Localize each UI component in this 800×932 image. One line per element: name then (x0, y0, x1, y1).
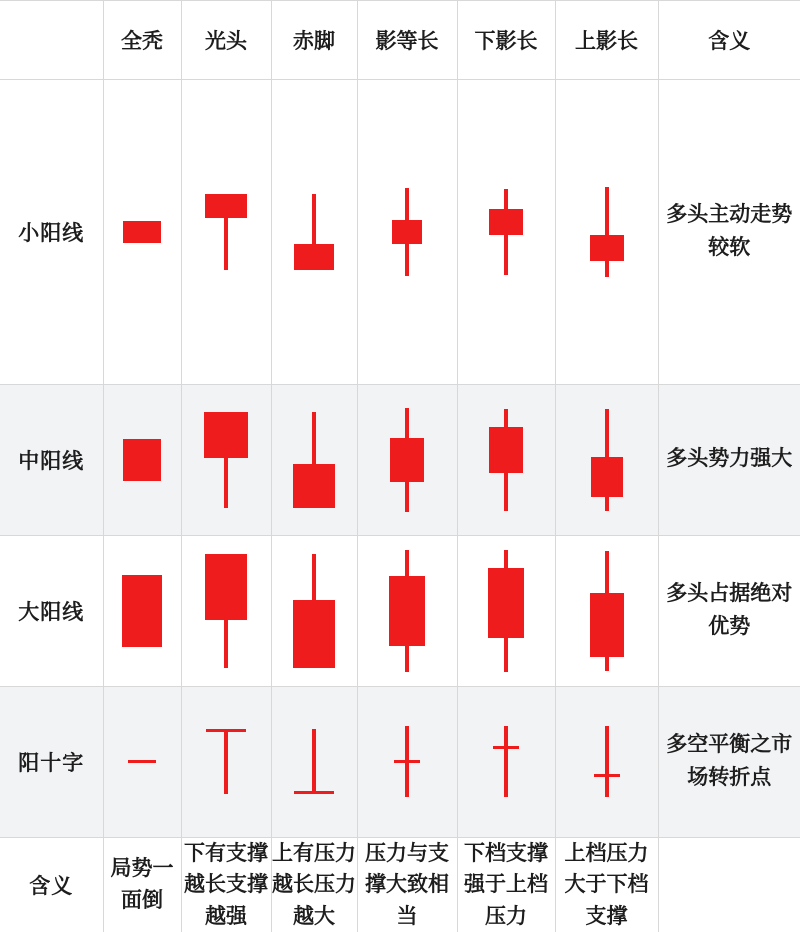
footnote-bald-all: 局势一面倒 (103, 837, 181, 932)
candlestick-glyph (196, 385, 256, 535)
candlestick-glyph (196, 536, 256, 686)
lower-shadow (504, 749, 508, 797)
candle-cell-big-yang-bald-all (103, 535, 181, 686)
column-header-bald-all: 全秃 (103, 1, 181, 80)
candle-body (204, 412, 248, 458)
candlestick-glyph (577, 687, 637, 837)
candlestick-glyph (284, 157, 344, 307)
column-header-meaning: 含义 (658, 1, 800, 80)
candle-body (205, 554, 247, 620)
table-header (0, 1, 800, 80)
lower-shadow (224, 458, 228, 508)
upper-shadow (504, 189, 508, 209)
meaning-big-yang: 多头占据绝对优势 (658, 535, 800, 686)
lower-shadow (504, 235, 508, 275)
candle-body (123, 439, 161, 481)
meaning-mid-yang: 多头势力强大 (658, 384, 800, 535)
meaning-yang-cross: 多空平衡之市场转折点 (658, 686, 800, 837)
table-body (0, 80, 800, 932)
candlestick-glyph (112, 157, 172, 307)
upper-shadow (312, 554, 316, 600)
candle-body (293, 464, 335, 508)
candlestick-glyph (196, 157, 256, 307)
lower-shadow (605, 657, 609, 671)
candlestick-glyph (377, 687, 437, 837)
upper-shadow (405, 726, 409, 760)
candle-cell-big-yang-equal-shadows (357, 535, 457, 686)
candle-cell-big-yang-bald-top (181, 535, 271, 686)
lower-shadow (405, 763, 409, 797)
candle-body (590, 593, 624, 657)
candle-cell-yang-cross-bald-top (181, 686, 271, 837)
candle-cell-mid-yang-bald-top (181, 384, 271, 535)
candlestick-glyph (377, 385, 437, 535)
upper-shadow (312, 412, 316, 464)
candle-body (122, 575, 162, 647)
candle-cell-mid-yang-long-lower (457, 384, 555, 535)
footer-row-header: 含义 (0, 837, 103, 932)
candle-body (590, 235, 624, 261)
candle-body (591, 457, 623, 497)
lower-shadow (605, 777, 609, 797)
candle-body (205, 194, 247, 218)
candle-cell-mid-yang-bald-all (103, 384, 181, 535)
candle-cell-yang-cross-equal-shadows (357, 686, 457, 837)
upper-shadow (504, 550, 508, 568)
upper-shadow (605, 551, 609, 593)
candlestick-glyph (112, 687, 172, 837)
lower-shadow (405, 482, 409, 512)
candle-cell-mid-yang-equal-shadows (357, 384, 457, 535)
column-header-long-upper: 上影长 (555, 1, 658, 80)
footnote-bare-foot: 上有压力越长压力越大 (271, 837, 357, 932)
meaning-small-yang: 多头主动走势较软 (658, 80, 800, 385)
table-row (0, 384, 800, 535)
candlestick-glyph (476, 385, 536, 535)
candle-cell-small-yang-bald-all (103, 80, 181, 385)
candlestick-glyph (476, 687, 536, 837)
upper-shadow (405, 408, 409, 438)
candle-body (392, 220, 422, 244)
header-corner (0, 1, 103, 80)
candle-cell-yang-cross-long-lower (457, 686, 555, 837)
candle-body (294, 244, 334, 270)
candle-cell-small-yang-bare-foot (271, 80, 357, 385)
candlestick-glyph (476, 157, 536, 307)
upper-shadow (405, 550, 409, 576)
upper-shadow (605, 409, 609, 457)
table-row (0, 686, 800, 837)
lower-shadow (224, 620, 228, 668)
table-row (0, 535, 800, 686)
lower-shadow (605, 497, 609, 511)
table-footer-row (0, 837, 800, 932)
column-header-long-lower: 下影长 (457, 1, 555, 80)
candle-body (128, 760, 156, 763)
candle-cell-mid-yang-long-upper (555, 384, 658, 535)
candle-cell-mid-yang-bare-foot (271, 384, 357, 535)
lower-shadow (504, 638, 508, 672)
row-header-small-yang: 小阳线 (0, 80, 103, 385)
lower-shadow (224, 732, 228, 794)
lower-shadow (405, 646, 409, 672)
footnote-long-upper: 上档压力大于下档支撑 (555, 837, 658, 932)
candle-body (390, 438, 424, 482)
footnote-bald-top: 下有支撑越长支撑越强 (181, 837, 271, 932)
candle-body (123, 221, 161, 243)
upper-shadow (312, 729, 316, 791)
column-header-bald-top: 光头 (181, 1, 271, 80)
candle-body (489, 427, 523, 473)
row-header-big-yang: 大阳线 (0, 535, 103, 686)
upper-shadow (405, 188, 409, 220)
candle-body (293, 600, 335, 668)
lower-shadow (405, 244, 409, 276)
candlestick-glyph (577, 385, 637, 535)
candlestick-glyph (476, 536, 536, 686)
header-row (0, 1, 800, 80)
candle-cell-yang-cross-long-upper (555, 686, 658, 837)
candle-body (489, 209, 523, 235)
candlestick-glyph (284, 536, 344, 686)
candlestick-glyph (112, 536, 172, 686)
row-header-mid-yang: 中阳线 (0, 384, 103, 535)
candlestick-glyph (377, 157, 437, 307)
candle-cell-small-yang-equal-shadows (357, 80, 457, 385)
upper-shadow (605, 187, 609, 235)
lower-shadow (605, 261, 609, 277)
candlestick-glyph (577, 157, 637, 307)
candlestick-glyph (577, 536, 637, 686)
table-row (0, 80, 800, 385)
candle-cell-yang-cross-bare-foot (271, 686, 357, 837)
candle-cell-small-yang-long-upper (555, 80, 658, 385)
row-header-yang-cross: 阳十字 (0, 686, 103, 837)
lower-shadow (504, 473, 508, 511)
candle-body (488, 568, 524, 638)
candle-cell-small-yang-bald-top (181, 80, 271, 385)
candle-body (294, 791, 334, 794)
upper-shadow (312, 194, 316, 244)
candlestick-glyph (284, 687, 344, 837)
candlestick-glyph (284, 385, 344, 535)
footnote-meaning-blank (658, 837, 800, 932)
lower-shadow (224, 218, 228, 270)
candle-cell-big-yang-bare-foot (271, 535, 357, 686)
candle-cell-small-yang-long-lower (457, 80, 555, 385)
upper-shadow (504, 726, 508, 746)
upper-shadow (605, 726, 609, 774)
candlestick-glyph (112, 385, 172, 535)
candlestick-glyph (196, 687, 256, 837)
footnote-equal-shadows: 压力与支撑大致相当 (357, 837, 457, 932)
upper-shadow (504, 409, 508, 427)
candle-cell-big-yang-long-upper (555, 535, 658, 686)
candle-cell-yang-cross-bald-all (103, 686, 181, 837)
candlestick-glyph (377, 536, 437, 686)
candle-body (389, 576, 425, 646)
column-header-bare-foot: 赤脚 (271, 1, 357, 80)
column-header-equal-shadows: 影等长 (357, 1, 457, 80)
footnote-long-lower: 下档支撑强于上档压力 (457, 837, 555, 932)
candle-cell-big-yang-long-lower (457, 535, 555, 686)
